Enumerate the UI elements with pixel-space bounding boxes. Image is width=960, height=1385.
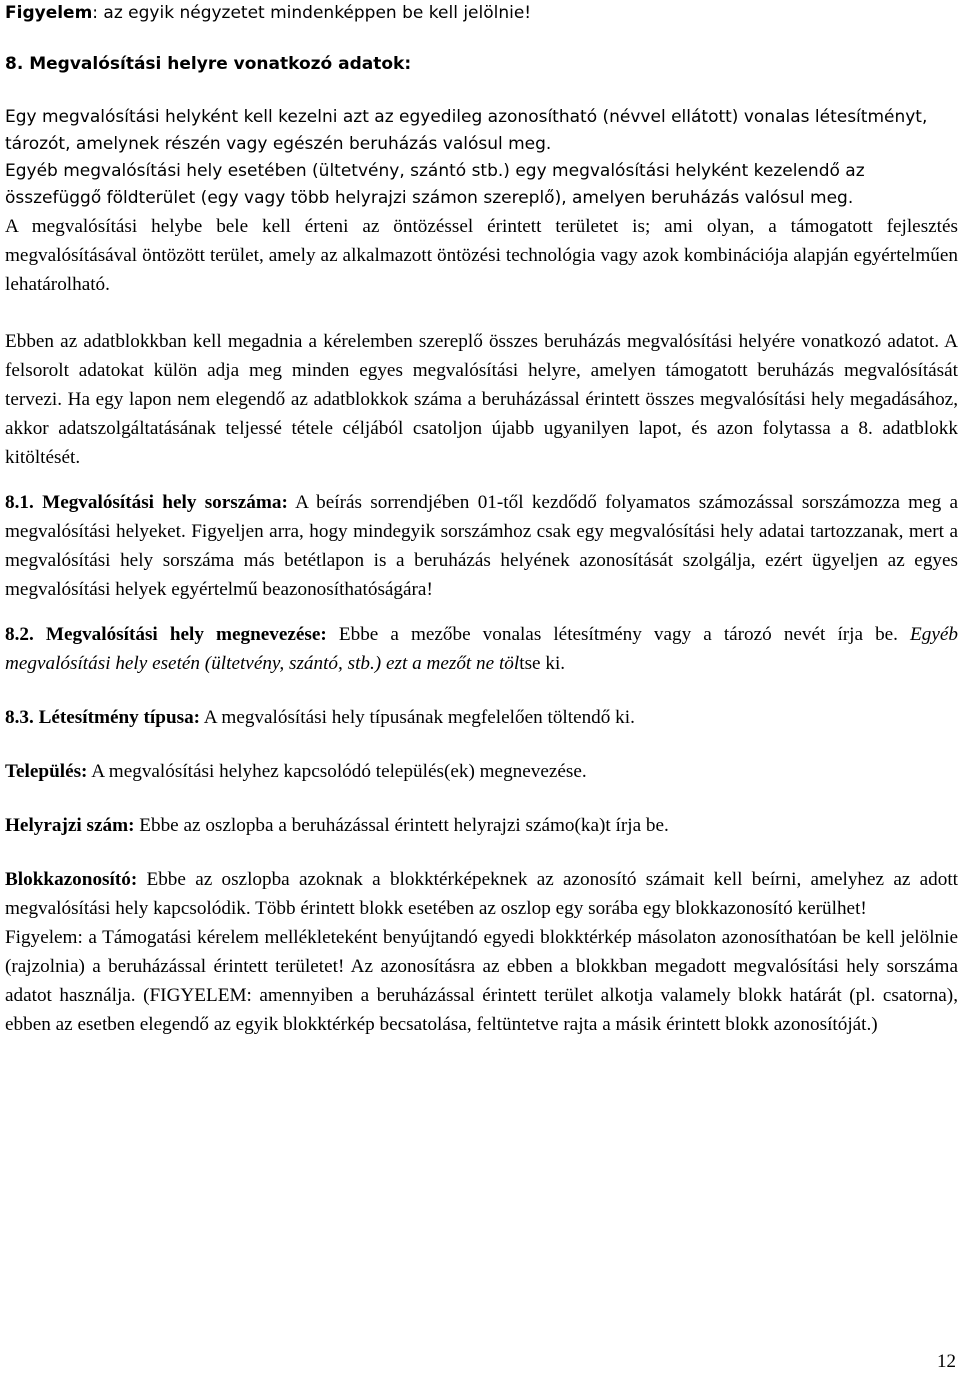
telepules-heading: Település: — [5, 761, 88, 782]
page-number: 12 — [937, 1351, 956, 1372]
helyrajzi-heading: Helyrajzi szám: — [5, 815, 135, 836]
item-8-1-text: A beírás sorrendjében 01-től kezdődő folyamatos számozással sorszámozza meg a megvalósítási helyeket. Figyeljen arra, hogy mindegyik sorszámhoz csak egy megvalósítási hely adatai tartozzanak, mert a megvalósítási hely sorszáma más betétlapon is a beruházás helyének azonosítását szolgálja, ezért ügyeljen az egyes megvalósítási helyek egyértelmű beazonosíthatóságára! — [5, 492, 958, 600]
warning-text: : az egyik négyzetet mindenképpen be kell jelölnie! — [92, 3, 532, 23]
helyrajzi-line — [5, 811, 958, 840]
item-8-3 — [5, 703, 958, 732]
item-8-2-tail: tse ki. — [519, 653, 566, 674]
section-8-para-2: Egyéb megvalósítási hely esetében (ültetvény, szántó stb.) egy megvalósítási helyként kezelendő az összefüggő földterület (egy vagy több helyrajzi számon szereplő), amelyen beruházás valósul meg. — [5, 161, 865, 208]
blokk-text: Ebbe az oszlopba azoknak a blokktérképeknek az azonosító számait kell beírni, amelyhez az adott megvalósítási hely kapcsolódik. Több érintett blokk esetében az oszlop egy sorába egy blokkazonosító kerülhet! — [5, 869, 958, 919]
document-page — [5, 0, 958, 1039]
warning-label: Figyelem — [5, 3, 93, 23]
item-8-2-heading: 8.2. Megvalósítási hely megnevezése: — [5, 624, 327, 645]
section-8-para-1: Egy megvalósítási helyként kell kezelni azt az egyedileg azonosítható (névvel ellátott) vonalas létesítményt, tározót, amelynek részén vagy egészén beruházás valósul meg. — [5, 107, 928, 154]
helyrajzi-text: Ebbe az oszlopba a beruházással érintett helyrajzi számo(ka)t írja be. — [134, 815, 669, 836]
blokk-figyelem: Figyelem: a Támogatási kérelem mellékleteként benyújtandó egyedi blokktérkép másolaton azonosíthatóan be kell jelölnie (rajzolnia) a beruházással érintett területet! Az azonosításra az ebben a blokkban megadott megvalósítási hely sorszáma adatot használja. (FIGYELEM: amennyiben a beruházással érintett terület alkotja valamely blokk határát (pl. csatorna), ebben az esetben elegendő az egyik blokktérkép becsatolása, feltüntetve rajta a másik érintett blokk azonosítóját.) — [5, 927, 958, 1035]
item-8-3-heading: 8.3. Létesítmény típusa: — [5, 707, 201, 728]
blokk-line — [5, 865, 958, 923]
item-8-2 — [5, 620, 958, 678]
warning-line — [5, 0, 958, 27]
telepules-line — [5, 757, 958, 786]
item-8-1-heading: 8.1. Megvalósítási hely sorszáma: — [5, 492, 288, 513]
section-8-title: 8. Megvalósítási helyre vonatkozó adatok: — [5, 54, 412, 74]
item-8-3-text: A megvalósítási hely típusának megfelelően töltendő ki. — [200, 707, 635, 728]
section-8-para-4: Ebben az adatblokkban kell megadnia a kérelemben szereplő összes beruházás megvalósítási helyére vonatkozó adatot. A felsorolt adatokat külön adja meg minden egyes megvalósítási helyre, amelyen támogatott beruházás megvalósítását tervezi. Ha egy lapon nem elegendő az adatblokkok száma a beruházással érintett összes megvalósítási hely megadásához, akkor adatszolgáltatásának teljessé tétele céljából csatoljon újabb ugyanilyen lapot, és azon folytassa a 8. adatblokk kitöltését. — [5, 331, 958, 468]
item-8-1 — [5, 488, 958, 604]
section-8-para-3: A megvalósítási helybe bele kell érteni az öntözéssel érintett területet is; ami olyan, a támogatott fejlesztés megvalósításával öntözött terület, amely az alkalmazott öntözési technológia vagy azok kombinációja alapján egyértelműen lehatárolható. — [5, 216, 958, 295]
blokk-heading: Blokkazonosító: — [5, 869, 138, 890]
item-8-2-italic: Egyéb megvalósítási hely esetén (ültetvény, szántó, stb.) ezt a mezőt ne töl — [5, 624, 958, 674]
item-8-2-text: Ebbe a mezőbe vonalas létesítmény vagy a tározó nevét írja be. — [326, 624, 911, 645]
telepules-text: A megvalósítási helyhez kapcsolódó település(ek) megnevezése. — [87, 761, 587, 782]
